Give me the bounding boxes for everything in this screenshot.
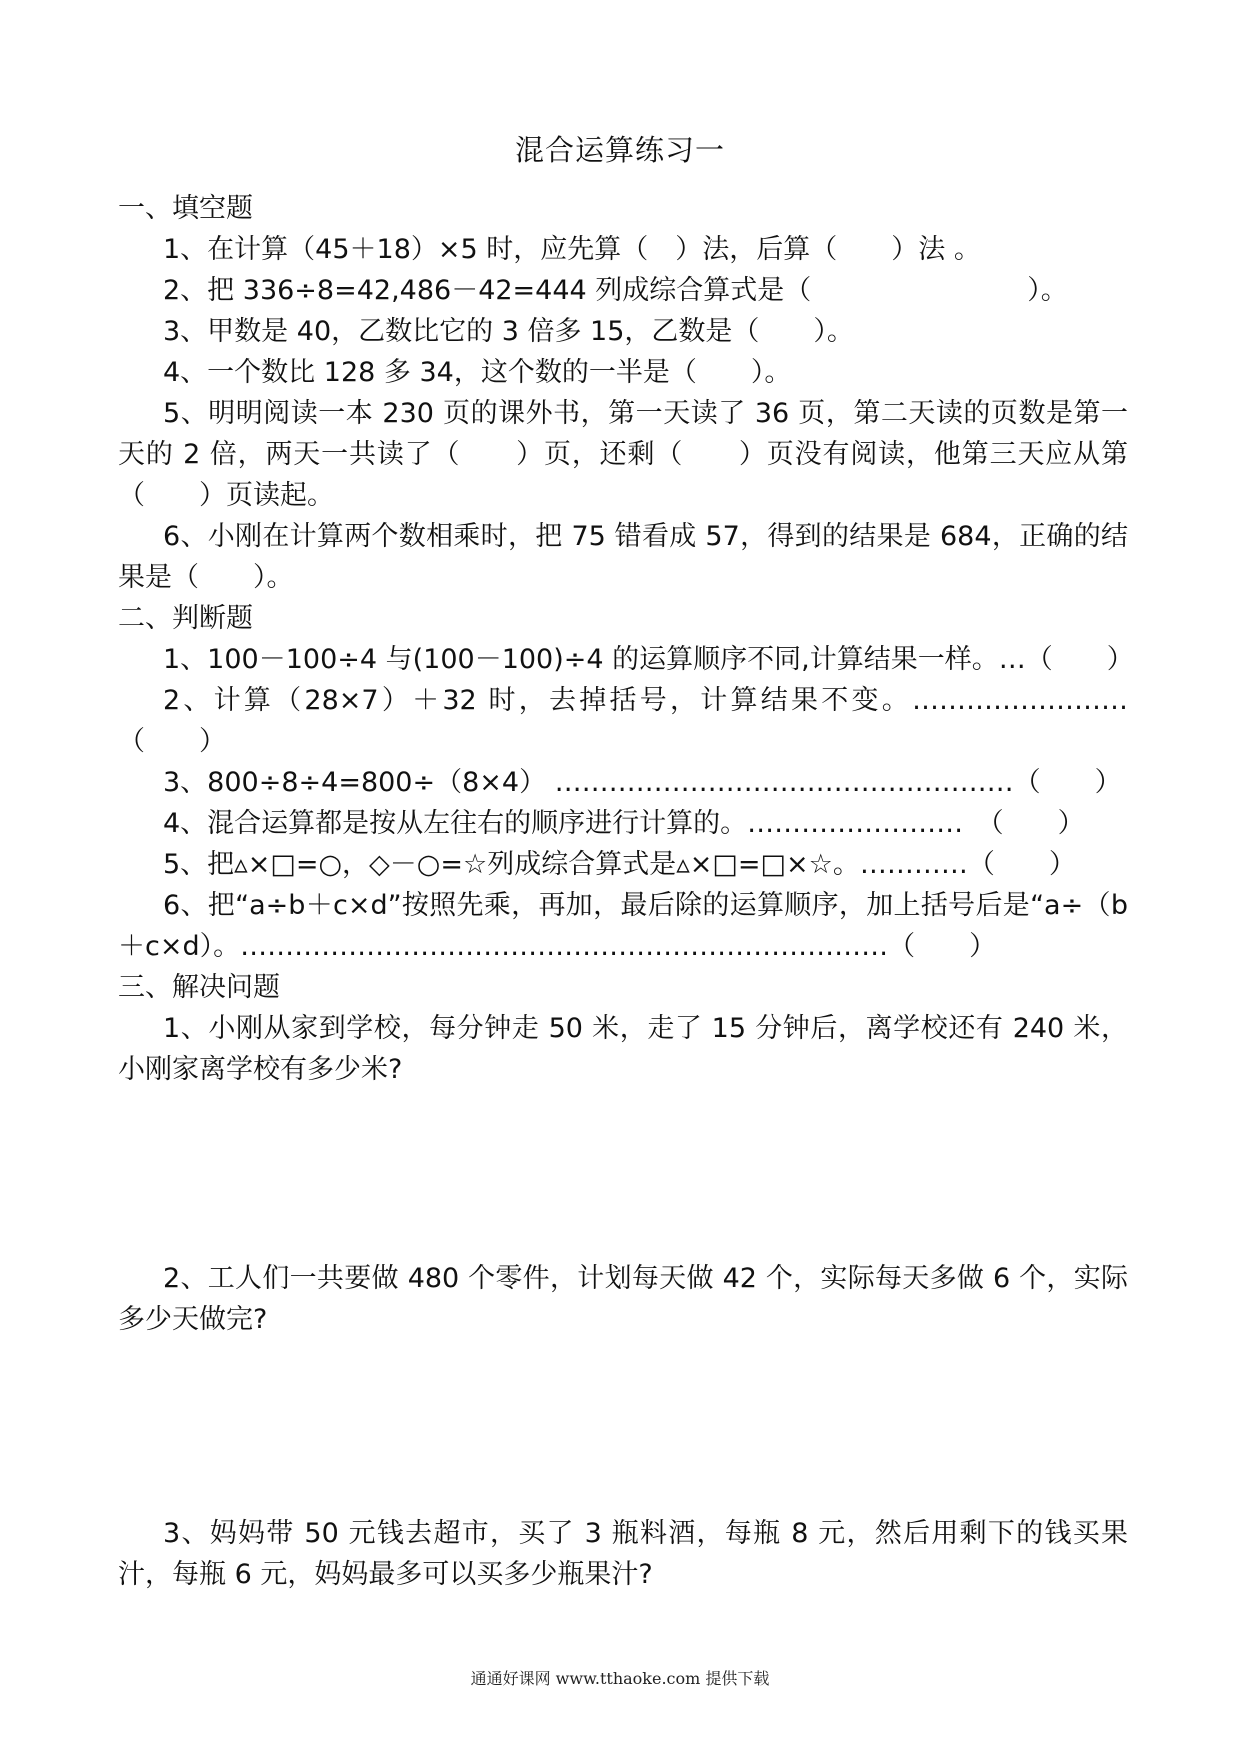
answer-space-1 [118,1090,1128,1258]
judge-question-3: 3、800÷8÷4=800÷（8×4） ……………………………………………（ ） [163,767,1122,798]
fill-question-1: 1、在计算（45＋18）×5 时，应先算（ ）法，后算（ ）法 。 [163,234,981,265]
fill-question-2: 2、把 336÷8=42,486－42=444 列成综合算式是（ ）。 [163,275,1068,306]
section-solve-heading: 三、解决问题 [118,972,280,1003]
worksheet-content [118,188,1134,1595]
judge-question-1: 1、100－100÷4 与(100－100)÷4 的运算顺序不同,计算结果一样。…（ ） [163,644,1134,675]
footer-source: 通通好课网 www.tthaoke.com 提供下载 [470,1669,770,1688]
answer-space-2 [118,1340,1128,1513]
fill-question-4: 4、一个数比 128 多 34，这个数的一半是（ ）。 [163,357,792,388]
page-title: 混合运算练习一 [514,133,725,167]
judge-question-2: 2、计算（28×7）＋32 时，去掉括号，计算结果不变。……………………（ ） [118,685,1128,757]
judge-question-6: 6、把“a÷b＋c×d”按照先乘，再加，最后除的运算顺序，加上括号后是“a÷（b＋c×d）。………………………………………………………………（ ） [118,890,1128,962]
judge-question-4: 4、混合运算都是按从左往右的顺序进行计算的。…………………… （ ） [163,808,1085,839]
fill-question-3: 3、甲数是 40，乙数比它的 3 倍多 15，乙数是（ ）。 [163,316,854,347]
solve-question-3: 3、妈妈带 50 元钱去超市，买了 3 瓶料酒，每瓶 8 元，然后用剩下的钱买果汁，每瓶 6 元，妈妈最多可以买多少瓶果汁? [118,1518,1128,1590]
fill-question-6: 6、小刚在计算两个数相乘时，把 75 错看成 57，得到的结果是 684，正确的结果是（ ）。 [118,521,1128,593]
solve-question-2: 2、工人们一共要做 480 个零件，计划每天做 42 个，实际每天多做 6 个，实际多少天做完? [118,1263,1128,1335]
fill-question-5: 5、明明阅读一本 230 页的课外书，第一天读了 36 页，第二天读的页数是第一天的 2 倍，两天一共读了（ ）页，还剩（ ）页没有阅读，他第三天应从第（ ）页读起。 [118,398,1128,511]
solve-question-1: 1、小刚从家到学校，每分钟走 50 米，走了 15 分钟后，离学校还有 240 米，小刚家离学校有多少米? [118,1013,1128,1085]
judge-question-5: 5、把▵×□=○，◇－○=☆列成综合算式是▵×□=□×☆。…………（ ） [163,849,1076,880]
section-fill-heading: 一、填空题 [118,193,253,224]
section-judge-heading: 二、判断题 [118,603,253,634]
